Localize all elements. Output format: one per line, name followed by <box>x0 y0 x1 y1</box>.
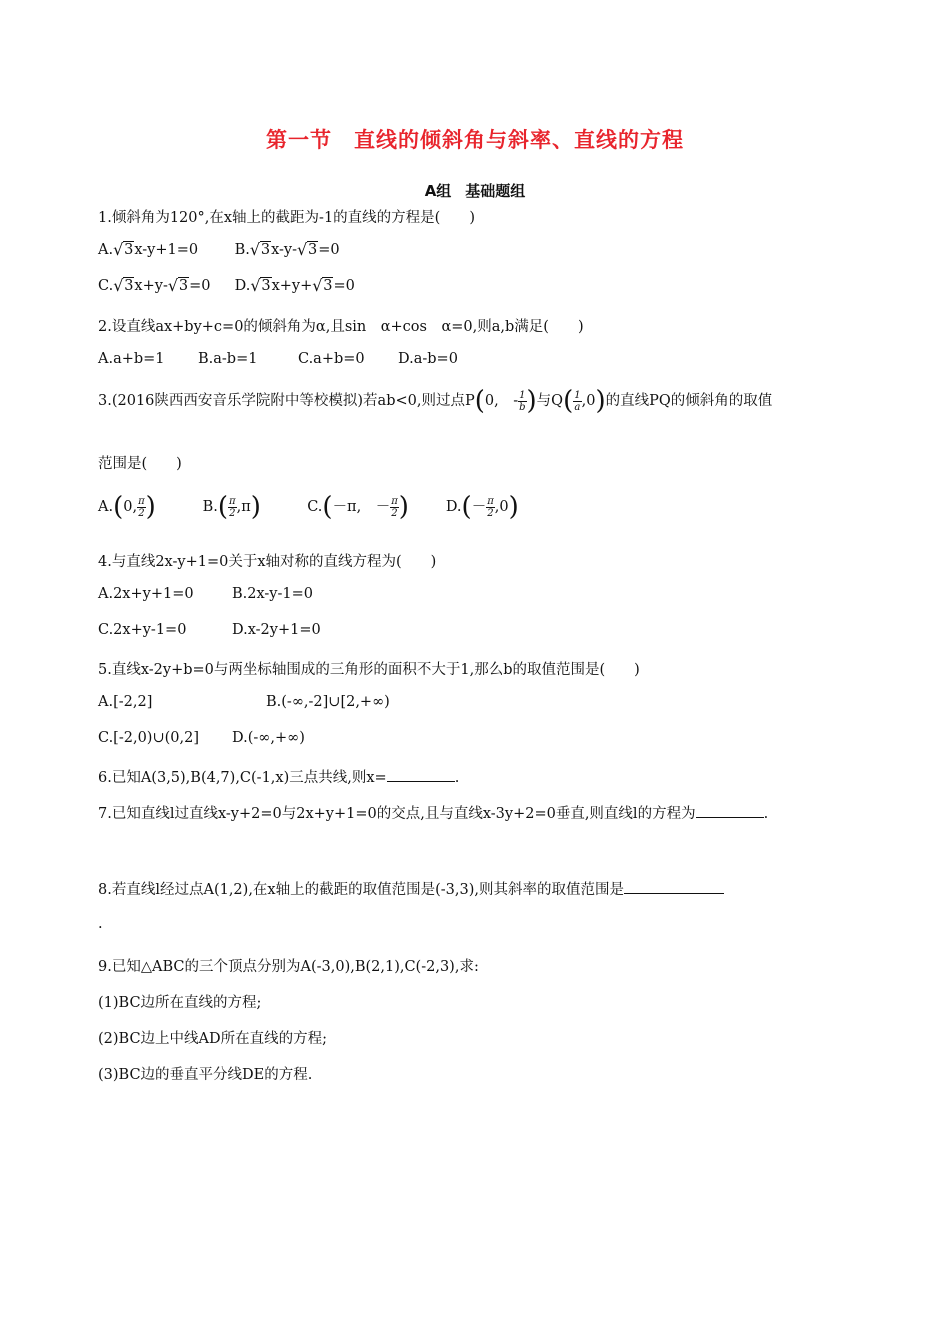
q9-part-3: (3)BC边的垂直平分线DE的方程. <box>98 1067 313 1083</box>
q5-stem: 5.直线x-2y+b=0与两坐标轴围成的三角形的面积不大于1,那么b的取值范围是( ) <box>98 662 640 678</box>
fraction: $\frac{\pi}{2}$ <box>487 495 494 519</box>
sqrt-symbol: √ 3 <box>167 276 189 295</box>
answer-blank[interactable] <box>696 803 764 818</box>
q1-options-row2 <box>98 278 355 294</box>
q3-options <box>98 492 519 522</box>
q1-options-row1 <box>98 242 340 258</box>
q2-stem: 2.设直线ax+by+c=0的倾斜角为α,且sin α+cos α=0,则a,b满足( ) <box>98 319 584 335</box>
title-text: 直线的倾斜角与斜率、直线的方程 <box>354 128 684 152</box>
q4-option-a: A.2x+y+1=0 <box>98 586 194 602</box>
q1-option-c: C. √ 3x+y- √ 3=0 <box>98 276 211 295</box>
answer-blank[interactable] <box>624 879 724 894</box>
q2-option-b: B.a-b=1 <box>198 351 258 367</box>
q3-stem: 3.(2016陕西西安音乐学院附中等校模拟)若ab<0,则过点P(0, - $\frac{1}{b}$ )与Q( $\frac{1}{a}$ ,0)的直线PQ的倾斜角的取值 <box>98 386 773 416</box>
q9-part-1: (1)BC边所在直线的方程; <box>98 995 262 1011</box>
q6-stem: 6.已知A(3,5),B(4,7),C(-1,x)三点共线,则x= . <box>98 766 459 787</box>
q1-option-a: A. √ 3x-y+1=0 <box>98 240 199 259</box>
q1-option-b: B. √ 3x-y- √ 3=0 <box>234 240 340 259</box>
q3-stem-line2: 范围是( ) <box>98 456 182 472</box>
fraction: $\frac{\pi}{2}$ <box>229 495 236 519</box>
q4-stem: 4.与直线2x-y+1=0关于x轴对称的直线方程为( ) <box>98 554 437 570</box>
q5-options-row2 <box>98 730 305 746</box>
answer-blank[interactable] <box>387 767 455 782</box>
q2-option-c: C.a+b=0 <box>298 351 365 367</box>
q4-option-c: C.2x+y-1=0 <box>98 622 187 638</box>
sqrt-symbol: √ 3 <box>113 276 134 295</box>
q8-stem: 8.若直线l经过点A(1,2),在x轴上的截距的取值范围是(-3,3),则其斜率的取值范围是 <box>98 878 724 899</box>
sqrt-symbol: √ 3 <box>249 240 271 259</box>
q1-stem: 1.倾斜角为120°,在x轴上的截距为-1的直线的方程是( ) <box>98 210 475 226</box>
q8-end: . <box>98 916 103 932</box>
section-group: A组 <box>424 182 452 200</box>
fraction: $\frac{1}{b}$ <box>519 389 526 413</box>
q4-option-d: D.x-2y+1=0 <box>232 622 321 638</box>
q7-stem: 7.已知直线l过直线x-y+2=0与2x+y+1=0的交点,且与直线x-3y+2=0垂直,则直线l的方程为 . <box>98 802 768 823</box>
sqrt-symbol: √ 3 <box>113 240 134 259</box>
q4-options-row2 <box>98 622 321 638</box>
sqrt-symbol: √ 3 <box>250 276 271 295</box>
q1-option-d: D. √ 3x+y+ √ 3=0 <box>234 276 355 295</box>
sqrt-symbol: √ 3 <box>312 276 333 295</box>
q2-options <box>98 351 458 367</box>
q5-option-a: A.[-2,2] <box>98 694 153 710</box>
fraction: $\frac{\pi}{2}$ <box>138 495 145 519</box>
fraction: $\frac{\pi}{2}$ <box>391 495 398 519</box>
fraction: $\frac{1}{a}$ <box>574 389 581 413</box>
q5-option-c: C.[-2,0)∪(0,2] <box>98 730 199 746</box>
q9-part-2: (2)BC边上中线AD所在直线的方程; <box>98 1031 328 1047</box>
q3-option-c: C.(－π, － $\frac{\pi}{2}$ ) <box>307 492 409 522</box>
q4-options-row1 <box>98 586 313 602</box>
title-section-number: 第一节 <box>266 128 332 152</box>
q2-option-d: D.a-b=0 <box>398 351 458 367</box>
q3-option-d: D.(－ $\frac{\pi}{2}$ ,0) <box>445 492 519 522</box>
q5-options-row1 <box>98 694 390 710</box>
sqrt-symbol: √ 3 <box>297 240 318 259</box>
q9-stem: 9.已知△ABC的三个顶点分别为A(-3,0),B(2,1),C(-2,3),求: <box>98 959 479 975</box>
q5-option-b: B.(-∞,-2]∪[2,+∞) <box>266 694 390 710</box>
q3-option-a: A.(0, $\frac{\pi}{2}$ ) <box>98 492 156 522</box>
q5-option-d: D.(-∞,+∞) <box>232 730 305 746</box>
q4-option-b: B.2x-y-1=0 <box>232 586 314 602</box>
q3-option-b: B.( $\frac{\pi}{2}$ ,π) <box>202 492 261 522</box>
q2-option-a: A.a+b=1 <box>98 351 165 367</box>
page-title <box>0 124 950 154</box>
section-heading <box>0 180 950 201</box>
section-label: 基础题组 <box>465 182 526 200</box>
